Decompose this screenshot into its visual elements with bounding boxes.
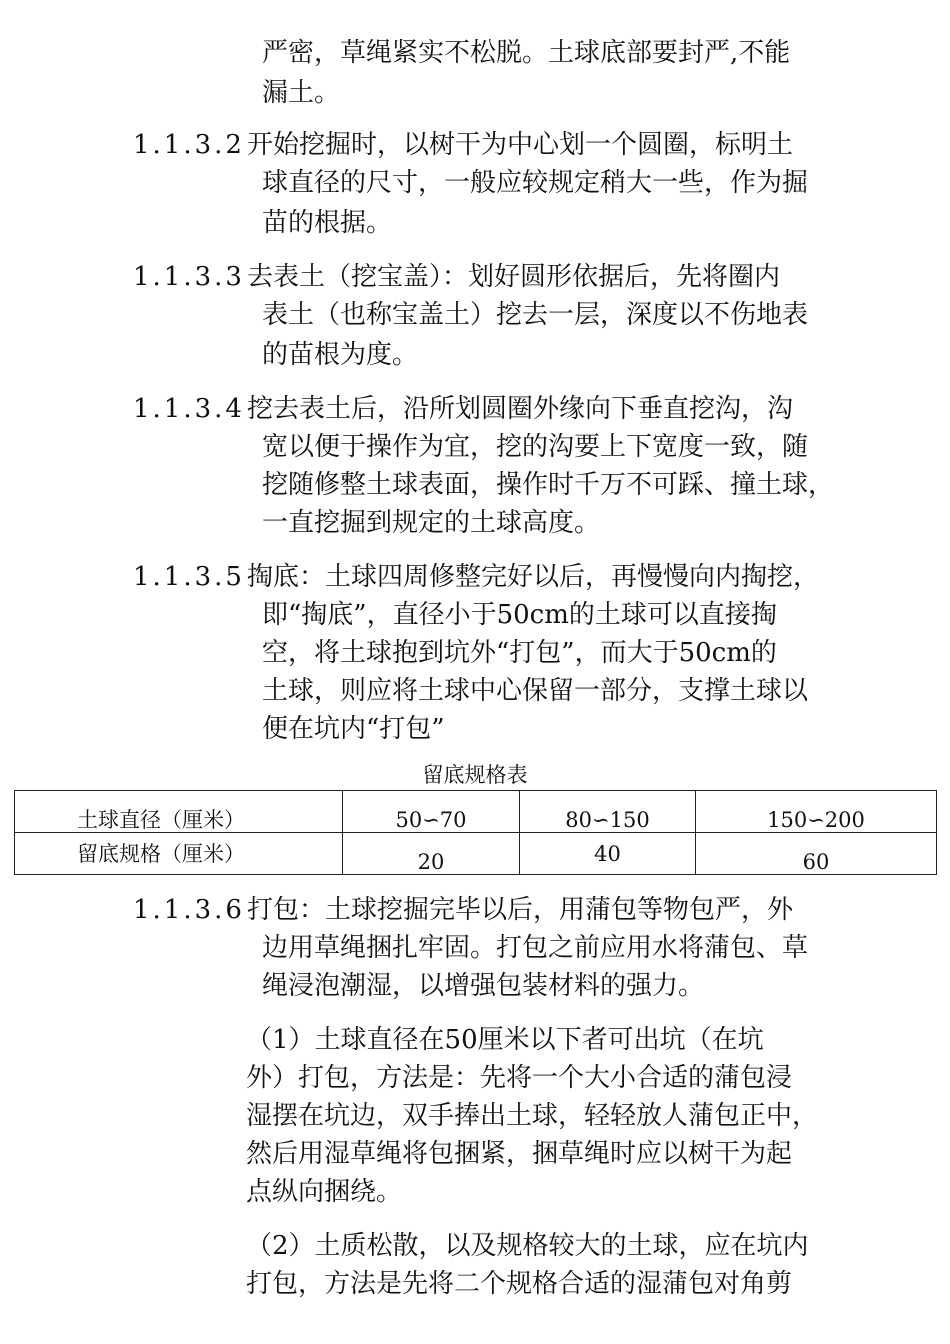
table-cell: 40 — [520, 833, 696, 875]
table-cell: 150∽200 — [696, 791, 937, 833]
clause-1-1-3-4 — [133, 392, 793, 426]
table-cell: 80∽150 — [520, 791, 696, 833]
paragraph-line: 挖随修整土球表面，操作时千万不可踩、撞土球， — [262, 470, 835, 500]
table-cell: 20 — [343, 833, 520, 875]
paragraph-line: 即“掏底”，直径小于50cm的土球可以直接掏 — [262, 600, 777, 630]
clause-number: 1.1.3.3 — [133, 262, 245, 292]
paragraph-line: 挖去表土后，沿所划圆圈外缘向下垂直挖沟，沟 — [246, 394, 793, 424]
clause-number: 1.1.3.5 — [133, 562, 245, 592]
paragraph-line: 严密，草绳紧实不松脱。土球底部要封严,不能 — [262, 38, 791, 68]
paragraph-line: 球直径的尺寸，一般应较规定稍大一些，作为掘 — [262, 168, 809, 198]
spec-table — [14, 790, 937, 875]
paragraph-line: 掏底：土球四周修整完好以后，再慢慢向内掏挖， — [246, 562, 819, 592]
paragraph-line: 苗的根据。 — [262, 208, 393, 238]
paragraph-line: 打包，方法是先将二个规格合适的湿蒲包对角剪 — [246, 1269, 793, 1299]
paragraph-line: （1）土球直径在50厘米以下者可出坑（在坑 — [246, 1025, 764, 1055]
clause-number: 1.1.3.6 — [133, 895, 245, 925]
paragraph-line: 便在坑内“打包” — [262, 714, 445, 744]
paragraph-line: 边用草绳捆扎牢固。打包之前应用水将蒲包、草 — [262, 933, 809, 963]
paragraph-line: 外）打包，方法是：先将一个大小合适的蒲包浸 — [246, 1063, 793, 1093]
clause-number: 1.1.3.4 — [133, 394, 245, 424]
paragraph-line: （2）土质松散，以及规格较大的土球，应在坑内 — [246, 1231, 809, 1261]
paragraph-line: 空，将土球抱到坑外“打包”，而大于50cm的 — [262, 638, 777, 668]
table-row-header: 留底规格（厘米） — [15, 833, 343, 875]
clause-1-1-3-6 — [133, 893, 793, 927]
paragraph-line: 绳浸泡潮湿，以增强包装材料的强力。 — [262, 971, 705, 1001]
paragraph-line: 漏土。 — [262, 78, 341, 108]
table-cell: 50∽70 — [343, 791, 520, 833]
paragraph-line: 然后用湿草绳将包捆紧，捆草绳时应以树干为起 — [246, 1139, 793, 1169]
table-caption: 留底规格表 — [422, 763, 528, 787]
clause-number: 1.1.3.2 — [133, 130, 245, 160]
table-cell: 60 — [696, 833, 937, 875]
paragraph-line: 开始挖掘时，以树干为中心划一个圆圈，标明土 — [246, 130, 793, 160]
paragraph-line: 表土（也称宝盖土）挖去一层，深度以不伤地表 — [262, 300, 809, 330]
clause-1-1-3-3 — [133, 260, 780, 294]
paragraph-line: 的苗根为度。 — [262, 340, 419, 370]
paragraph-line: 湿摆在坑边，双手捧出土球，轻轻放人蒲包正中， — [246, 1101, 819, 1131]
clause-1-1-3-5 — [133, 560, 819, 594]
paragraph-line: 打包：土球挖掘完毕以后，用蒲包等物包严，外 — [246, 895, 793, 925]
paragraph-line: 去表土（挖宝盖）：划好圆形依据后，先将圈内 — [246, 262, 780, 292]
paragraph-line: 宽以便于操作为宜，挖的沟要上下宽度一致，随 — [262, 432, 809, 462]
clause-1-1-3-2 — [133, 128, 793, 162]
table-row — [15, 833, 937, 875]
paragraph-line: 土球，则应将土球中心保留一部分，支撑土球以 — [262, 676, 809, 706]
paragraph-line: 一直挖掘到规定的土球高度。 — [262, 508, 601, 538]
table-row — [15, 791, 937, 833]
paragraph-line: 点纵向捆绕。 — [246, 1177, 403, 1207]
table-row-header: 土球直径（厘米） — [15, 791, 343, 833]
